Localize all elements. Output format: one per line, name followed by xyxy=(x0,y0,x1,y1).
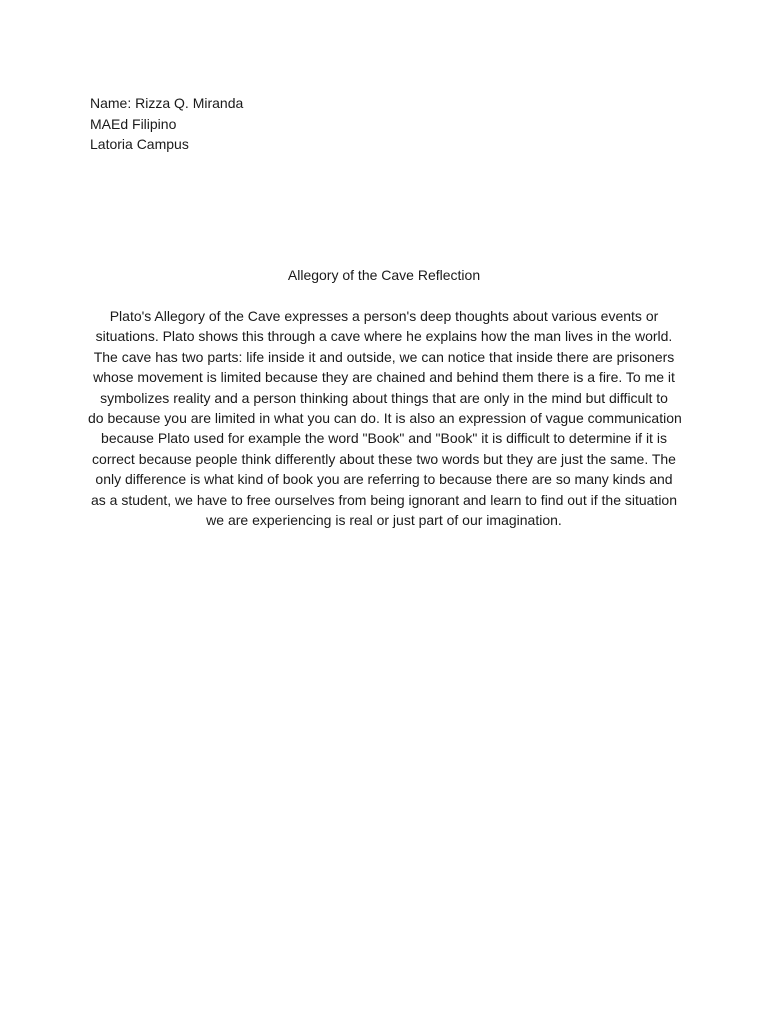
body-line: as a student, we have to free ourselves from being ignorant and learn to find out if the situation xyxy=(90,491,678,508)
author-campus: Latoria Campus xyxy=(90,136,189,152)
body-line: only difference is what kind of book you are referring to because there are so many kinds and xyxy=(95,471,673,488)
body-line: do because you are limited in what you can do. It is also an expression of vague communication xyxy=(88,410,682,427)
author-program: MAEd Filipino xyxy=(90,115,177,132)
document-title: Allegory of the Cave Reflection xyxy=(287,267,481,283)
body-line: situations. Plato shows this through a cave where he explains how the man lives in the world. xyxy=(95,328,673,345)
body-line: The cave has two parts: life inside it and outside, we can notice that inside there are prisoners xyxy=(93,348,675,365)
body-line: we are experiencing is real or just part of our imagination. xyxy=(206,512,562,529)
body-line: correct because people think differently about these two words but they are just the same. The xyxy=(92,450,676,467)
body-line: symbolizes reality and a person thinking about things that are only in the mind but difficult to xyxy=(100,389,668,406)
body-line: Plato's Allegory of the Cave expresses a person's deep thoughts about various events or xyxy=(109,308,659,324)
body-line: whose movement is limited because they are chained and behind them there is a fire. To me it xyxy=(93,369,675,386)
author-name: Name: Rizza Q. Miranda xyxy=(90,95,244,111)
document-body xyxy=(88,306,680,530)
body-line: because Plato used for example the word "Book" and "Book" it is difficult to determine if it is xyxy=(101,430,667,447)
author-info-block xyxy=(90,93,490,155)
